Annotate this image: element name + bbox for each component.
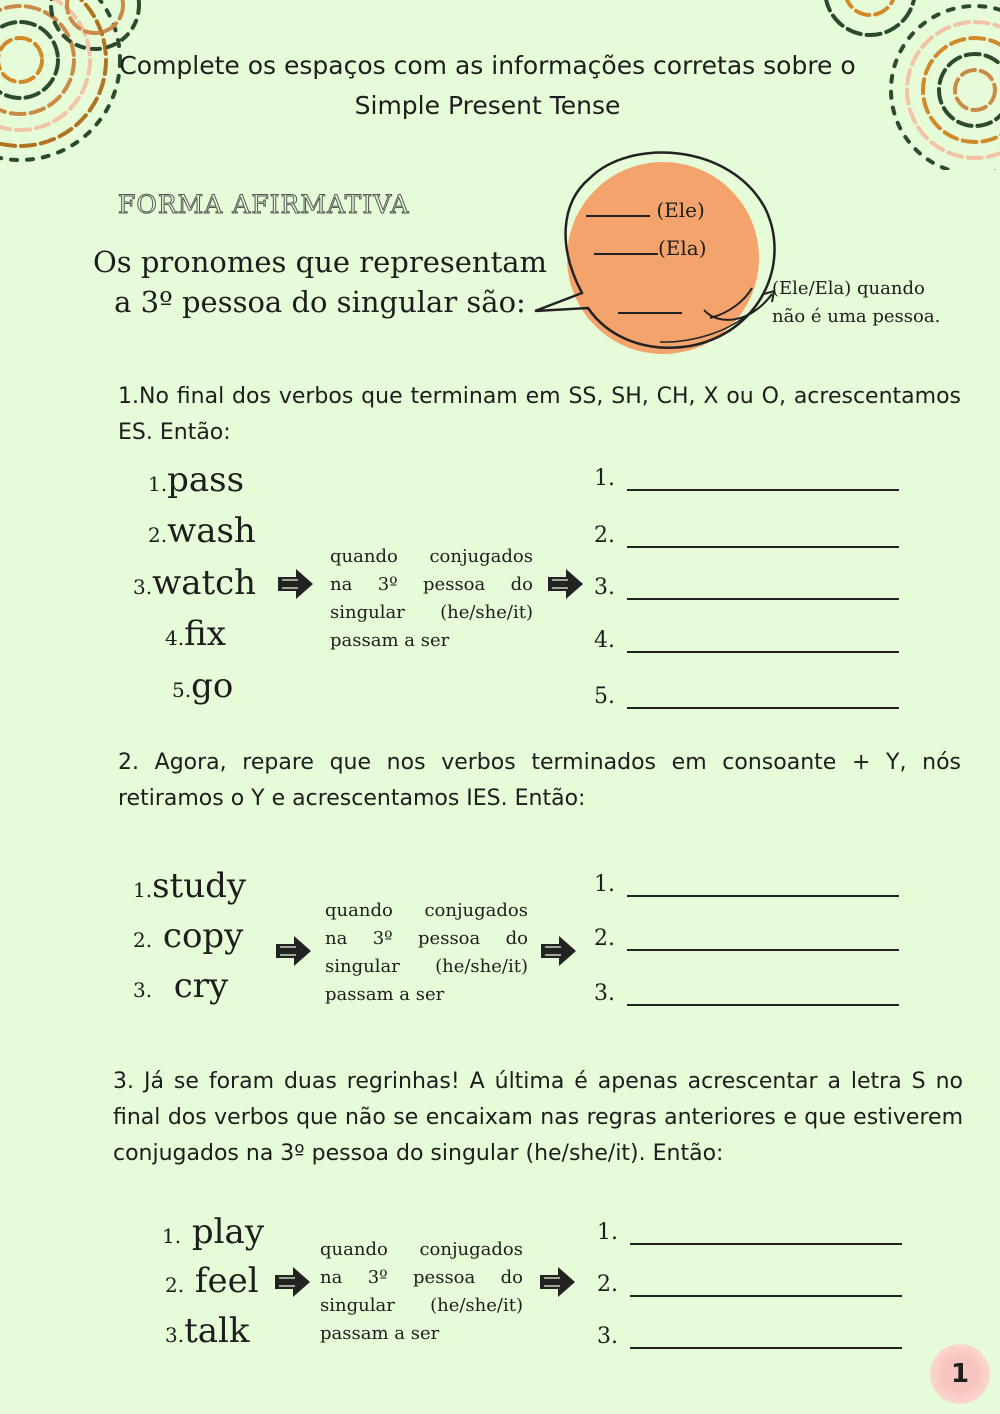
conjugation-note: quando conjugados na 3º pessoa do singular (he/she/it) passam a ser xyxy=(320,1239,523,1344)
conjugation-note: quando conjugados na 3º pessoa do singular (he/she/it) passam a ser xyxy=(325,900,528,1005)
answer-field[interactable]: 2. xyxy=(594,926,899,951)
bubble-item-ela xyxy=(594,236,707,260)
pronoun-blank-3[interactable] xyxy=(618,296,682,314)
pronoun-line-1: Os pronomes que representam xyxy=(92,245,548,279)
answer-field[interactable]: 4. xyxy=(594,628,899,653)
title-line-1: Complete os espaços com as informações corretas sobre o xyxy=(119,51,856,80)
answer-field[interactable]: 1. xyxy=(594,872,899,897)
bubble-note-line-2: não é uma pessoa. xyxy=(772,306,941,327)
arrow-right-icon xyxy=(546,568,584,600)
rule-1-text: 1.No final dos verbos que terminam em SS, SH, CH, X ou O, acrescentamos ES. Então: xyxy=(118,384,961,445)
verb-item: 1.study xyxy=(133,866,247,906)
answer-field[interactable]: 5. xyxy=(594,684,899,709)
answer-field[interactable]: 3. xyxy=(594,981,899,1006)
bubble-item-it xyxy=(618,296,682,318)
verb-item: 3.watch xyxy=(133,563,257,603)
pronoun-question xyxy=(90,242,550,322)
rule-3-text: 3. Já se foram duas regrinhas! A última é apenas acrescentar a letra S no final dos verbos que não se encaixam nas regras anteriores e que estiverem conjugados na 3º pessoa do singular (he/she/it). Então: xyxy=(113,1069,963,1166)
arrow-right-icon xyxy=(273,1266,311,1298)
page-title xyxy=(0,46,975,126)
arrow-right-icon xyxy=(276,568,314,600)
answer-field[interactable]: 2. xyxy=(597,1272,902,1297)
verb-item: 1.pass xyxy=(148,460,245,500)
bubble-note xyxy=(772,275,940,331)
page-number: 1 xyxy=(950,1359,970,1389)
bubble-label-ela: (Ela) xyxy=(658,236,707,260)
curved-arrow-icon xyxy=(700,288,780,328)
answer-field[interactable]: 2. xyxy=(594,523,899,548)
pronoun-blank-1[interactable] xyxy=(586,215,650,217)
verb-item: 2. feel xyxy=(165,1261,259,1301)
answer-field[interactable]: 3. xyxy=(597,1324,902,1349)
bubble-note-line-1: (Ele/Ela) quando xyxy=(772,278,925,299)
bubble-label-ele: (Ele) xyxy=(656,198,705,222)
rule-2-text: 2. Agora, repare que nos verbos terminados em consoante + Y, nós retiramos o Y e acrescentamos IES. Então: xyxy=(118,750,961,811)
verb-item: 3.talk xyxy=(165,1311,250,1351)
verb-item: 4.fix xyxy=(165,614,226,654)
verb-item: 3. cry xyxy=(133,966,229,1006)
page-number-badge xyxy=(930,1344,990,1404)
verb-item: 2. copy xyxy=(133,916,244,956)
verb-item: 1. play xyxy=(162,1212,265,1252)
title-line-2: Simple Present Tense xyxy=(354,91,621,120)
answer-field[interactable]: 1. xyxy=(594,466,899,491)
verb-item: 5.go xyxy=(172,666,234,706)
answer-field[interactable]: 3. xyxy=(594,575,899,600)
verb-item: 2.wash xyxy=(148,511,256,551)
section-heading: FORMA AFIRMATIVA xyxy=(118,190,410,219)
arrow-right-icon xyxy=(538,1266,576,1298)
pronoun-line-2: a 3º pessoa do singular são: xyxy=(114,285,526,319)
pronoun-blank-2[interactable] xyxy=(594,253,658,255)
bubble-item-ele xyxy=(586,198,705,222)
conjugation-note: quando conjugados na 3º pessoa do singular (he/she/it) passam a ser xyxy=(330,546,533,651)
answer-field[interactable]: 1. xyxy=(597,1220,902,1245)
arrow-right-icon xyxy=(274,935,312,967)
arrow-right-icon xyxy=(539,935,577,967)
